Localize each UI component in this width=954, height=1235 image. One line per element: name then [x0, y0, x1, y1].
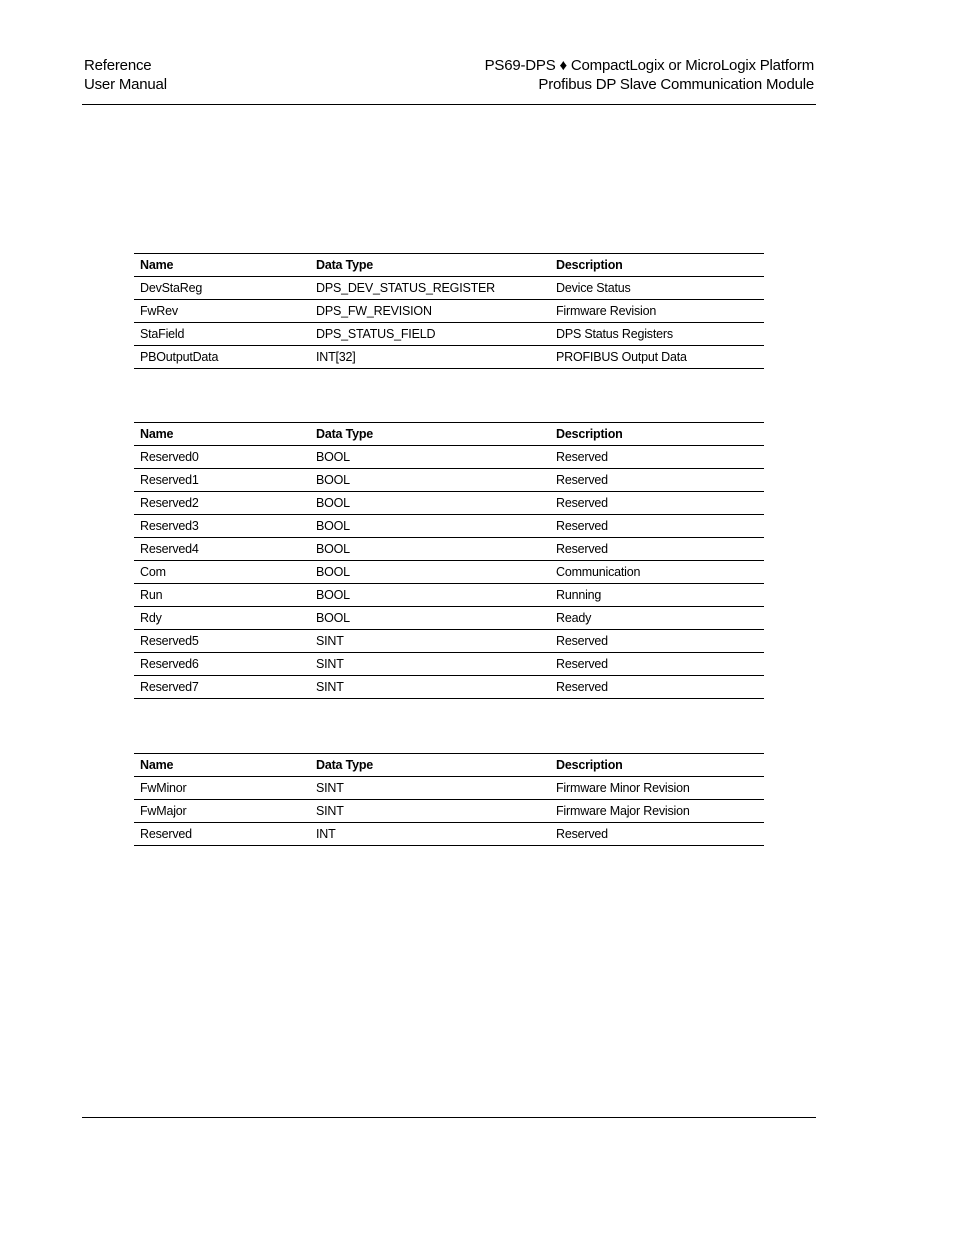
cell-name: Reserved4 [134, 538, 310, 561]
cell-description: Reserved [550, 823, 764, 846]
cell-data-type: BOOL [310, 469, 550, 492]
cell-name: Reserved3 [134, 515, 310, 538]
column-header-data-type: Data Type [310, 254, 550, 277]
cell-description: Running [550, 584, 764, 607]
table-row [134, 584, 764, 607]
cell-data-type: DPS_FW_REVISION [310, 300, 550, 323]
cell-data-type: BOOL [310, 446, 550, 469]
table-firmware-revision-members [134, 753, 764, 846]
table-row [134, 800, 764, 823]
table-row [134, 823, 764, 846]
header-document-type: User Manual [84, 76, 167, 93]
cell-name: Com [134, 561, 310, 584]
cell-description: Reserved [550, 446, 764, 469]
cell-name: FwRev [134, 300, 310, 323]
table-row [134, 469, 764, 492]
cell-description: Reserved [550, 653, 764, 676]
cell-description: Reserved [550, 676, 764, 699]
column-header-description: Description [550, 423, 764, 446]
cell-data-type: BOOL [310, 607, 550, 630]
table-row [134, 538, 764, 561]
table-header-row [134, 254, 764, 277]
cell-data-type: BOOL [310, 492, 550, 515]
cell-data-type: SINT [310, 800, 550, 823]
table-row [134, 676, 764, 699]
cell-data-type: BOOL [310, 515, 550, 538]
cell-description: Firmware Minor Revision [550, 777, 764, 800]
cell-description: Reserved [550, 515, 764, 538]
cell-name: Reserved5 [134, 630, 310, 653]
table-row [134, 346, 764, 369]
column-header-data-type: Data Type [310, 423, 550, 446]
table-row [134, 630, 764, 653]
cell-data-type: SINT [310, 676, 550, 699]
cell-data-type: BOOL [310, 584, 550, 607]
table-header-row [134, 754, 764, 777]
header-right [485, 56, 814, 94]
cell-data-type: INT[32] [310, 346, 550, 369]
cell-description: Firmware Revision [550, 300, 764, 323]
header-product-title: PS69-DPS ♦ CompactLogix or MicroLogix Platform [484, 57, 814, 74]
column-header-description: Description [550, 254, 764, 277]
cell-description: Communication [550, 561, 764, 584]
cell-description: Reserved [550, 538, 764, 561]
page-footer-rule [82, 1117, 816, 1118]
table-row [134, 277, 764, 300]
page-header [82, 56, 816, 105]
column-header-data-type: Data Type [310, 754, 550, 777]
table-header-row [134, 423, 764, 446]
cell-description: DPS Status Registers [550, 323, 764, 346]
cell-name: DevStaReg [134, 277, 310, 300]
cell-name: FwMinor [134, 777, 310, 800]
cell-name: Reserved7 [134, 676, 310, 699]
cell-data-type: SINT [310, 777, 550, 800]
table-status-register-members [134, 422, 764, 699]
table-row [134, 607, 764, 630]
cell-name: PBOutputData [134, 346, 310, 369]
table-row [134, 446, 764, 469]
cell-data-type: BOOL [310, 538, 550, 561]
column-header-name: Name [134, 254, 310, 277]
header-product-subtitle: Profibus DP Slave Communication Module [538, 76, 814, 93]
cell-name: Reserved0 [134, 446, 310, 469]
cell-data-type: DPS_DEV_STATUS_REGISTER [310, 277, 550, 300]
cell-name: Rdy [134, 607, 310, 630]
cell-description: Device Status [550, 277, 764, 300]
cell-description: Ready [550, 607, 764, 630]
table-row [134, 323, 764, 346]
cell-description: Reserved [550, 630, 764, 653]
table-row [134, 515, 764, 538]
cell-name: Reserved [134, 823, 310, 846]
cell-data-type: INT [310, 823, 550, 846]
header-section-title: Reference [84, 57, 152, 74]
cell-description: PROFIBUS Output Data [550, 346, 764, 369]
cell-name: Reserved1 [134, 469, 310, 492]
table-row [134, 777, 764, 800]
cell-data-type: BOOL [310, 561, 550, 584]
cell-name: StaField [134, 323, 310, 346]
cell-description: Firmware Major Revision [550, 800, 764, 823]
column-header-name: Name [134, 754, 310, 777]
cell-name: Reserved6 [134, 653, 310, 676]
cell-name: Run [134, 584, 310, 607]
cell-name: Reserved2 [134, 492, 310, 515]
cell-data-type: SINT [310, 630, 550, 653]
cell-description: Reserved [550, 492, 764, 515]
table-row [134, 561, 764, 584]
table-structure-members [134, 253, 764, 369]
cell-description: Reserved [550, 469, 764, 492]
table-row [134, 300, 764, 323]
cell-data-type: DPS_STATUS_FIELD [310, 323, 550, 346]
cell-name: FwMajor [134, 800, 310, 823]
column-header-description: Description [550, 754, 764, 777]
column-header-name: Name [134, 423, 310, 446]
header-left [84, 56, 167, 94]
table-row [134, 492, 764, 515]
table-row [134, 653, 764, 676]
cell-data-type: SINT [310, 653, 550, 676]
